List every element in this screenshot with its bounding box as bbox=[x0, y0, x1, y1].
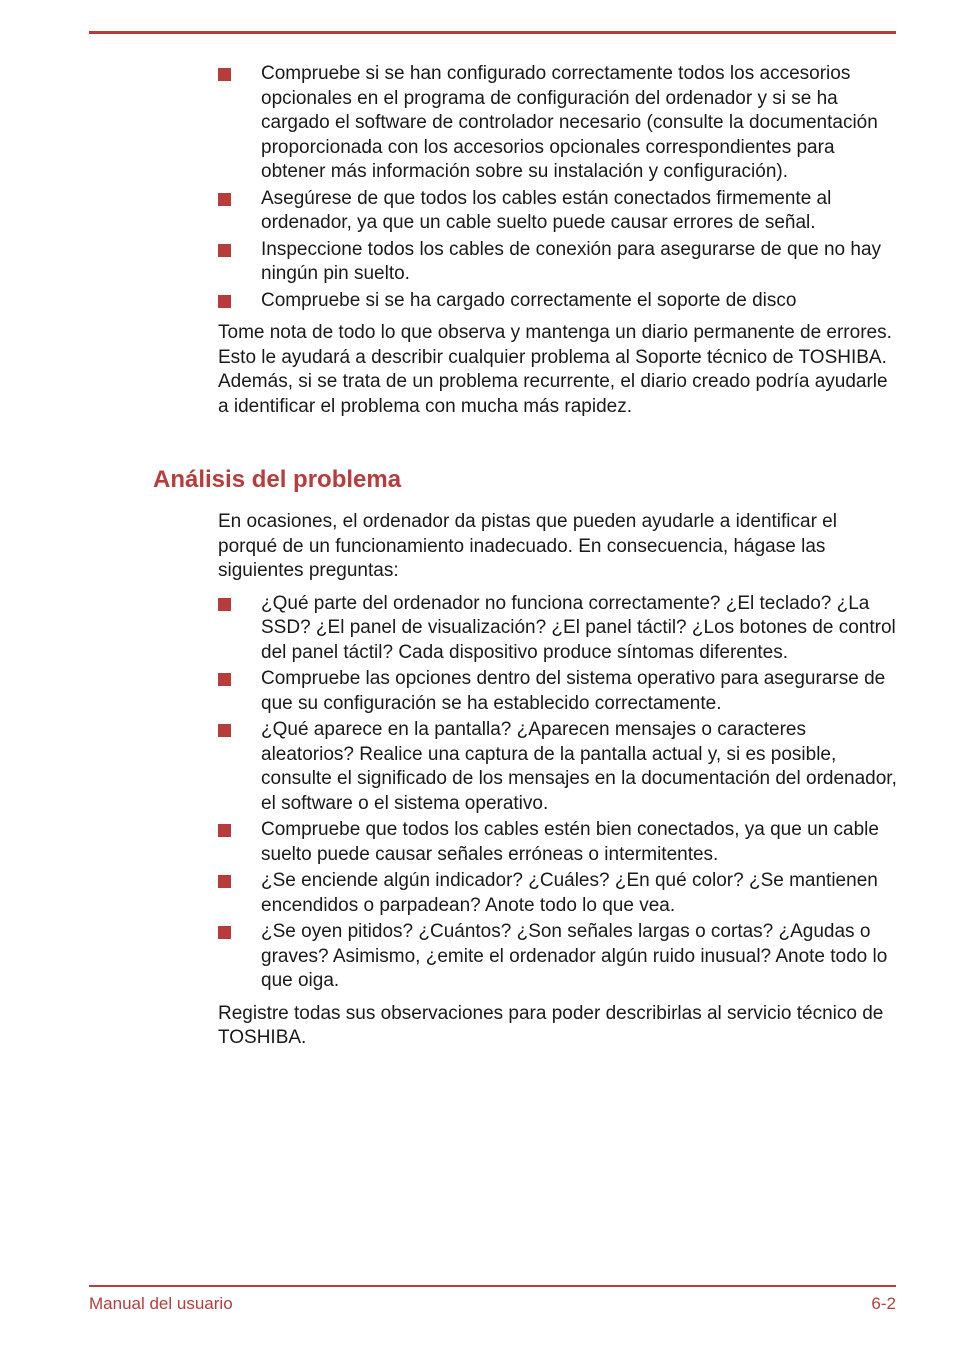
square-bullet-icon bbox=[218, 673, 231, 686]
square-bullet-icon bbox=[218, 244, 231, 257]
list-item-text: ¿Qué parte del ordenador no funciona correctamente? ¿El teclado? ¿La SSD? ¿El panel de visualización? ¿El panel táctil? ¿Los botones de control del panel táctil? Cada dispositivo produce síntomas diferentes. bbox=[261, 592, 896, 663]
list-item bbox=[218, 187, 898, 236]
question-bullets bbox=[218, 592, 898, 994]
list-item bbox=[218, 289, 898, 314]
list-item bbox=[218, 920, 898, 994]
list-item-text: Compruebe las opciones dentro del sistema operativo para asegurarse de que su configuración se ha establecido correctamente. bbox=[261, 668, 886, 714]
page-footer bbox=[89, 1294, 896, 1314]
footer-title: Manual del usuario bbox=[89, 1294, 233, 1313]
list-item-text: Asegúrese de que todos los cables están conectados firmemente al ordenador, ya que un cable suelto puede causar errores de señal. bbox=[261, 187, 832, 233]
square-bullet-icon bbox=[218, 875, 231, 888]
header-rule bbox=[89, 31, 896, 34]
section-checklist bbox=[218, 62, 898, 419]
list-item bbox=[218, 869, 898, 918]
square-bullet-icon bbox=[218, 295, 231, 308]
log-paragraph: Tome nota de todo lo que observa y mantenga un diario permanente de errores. Esto le ayudará a describir cualquier problema al Soporte técnico de TOSHIBA. Además, si se trata de un problema recurrente, el diario creado podría ayudarle a identificar el problema con mucha más rapidez. bbox=[218, 322, 892, 417]
list-item bbox=[218, 62, 898, 185]
list-item-text: ¿Qué aparece en la pantalla? ¿Aparecen mensajes o caracteres aleatorios? Realice una captura de la pantalla actual y, si es posible, consulte el significado de los mensajes en la documentación del ordenador, el software o el sistema operativo. bbox=[261, 719, 897, 814]
list-item bbox=[218, 667, 898, 716]
list-item bbox=[218, 592, 898, 666]
square-bullet-icon bbox=[218, 68, 231, 81]
closing-paragraph: Registre todas sus observaciones para poder describirlas al servicio técnico de TOSHIBA. bbox=[218, 1002, 884, 1048]
list-item bbox=[218, 718, 898, 816]
square-bullet-icon bbox=[218, 193, 231, 206]
square-bullet-icon bbox=[218, 724, 231, 737]
list-item-text: Compruebe si se ha cargado correctamente el soporte de disco bbox=[261, 289, 797, 311]
list-item-text: ¿Se oyen pitidos? ¿Cuántos? ¿Son señales largas o cortas? ¿Agudas o graves? Asimismo, ¿emite el ordenador algún ruido inusual? Anote todo lo que oiga. bbox=[261, 921, 888, 991]
square-bullet-icon bbox=[218, 598, 231, 611]
square-bullet-icon bbox=[218, 824, 231, 837]
list-item-text: Compruebe que todos los cables estén bien conectados, ya que un cable suelto puede causar señales erróneas o intermitentes. bbox=[261, 819, 879, 865]
page-number: 6-2 bbox=[871, 1294, 896, 1313]
section-heading: Análisis del problema bbox=[153, 466, 402, 493]
checklist-bullets bbox=[218, 62, 898, 313]
square-bullet-icon bbox=[218, 926, 231, 939]
list-item bbox=[218, 818, 898, 867]
list-item-text: ¿Se enciende algún indicador? ¿Cuáles? ¿En qué color? ¿Se mantienen encendidos o parpadean? Anote todo lo que vea. bbox=[261, 870, 878, 916]
intro-paragraph: En ocasiones, el ordenador da pistas que pueden ayudarle a identificar el porqué de un funcionamiento inadecuado. En consecuencia, hágase las siguientes preguntas: bbox=[218, 511, 837, 581]
section-analysis bbox=[218, 510, 898, 1051]
list-item-text: Compruebe si se han configurado correctamente todos los accesorios opcionales en el programa de configuración del ordenador y si se ha cargado el software de controlador necesario (consulte la documentación proporcionada con los accesorios opcionales correspondientes para obtener más información sobre su instalación y configuración). bbox=[261, 63, 878, 182]
list-item bbox=[218, 238, 898, 287]
list-item-text: Inspeccione todos los cables de conexión para asegurarse de que no hay ningún pin suelto. bbox=[261, 238, 882, 284]
footer-rule bbox=[89, 1285, 896, 1287]
